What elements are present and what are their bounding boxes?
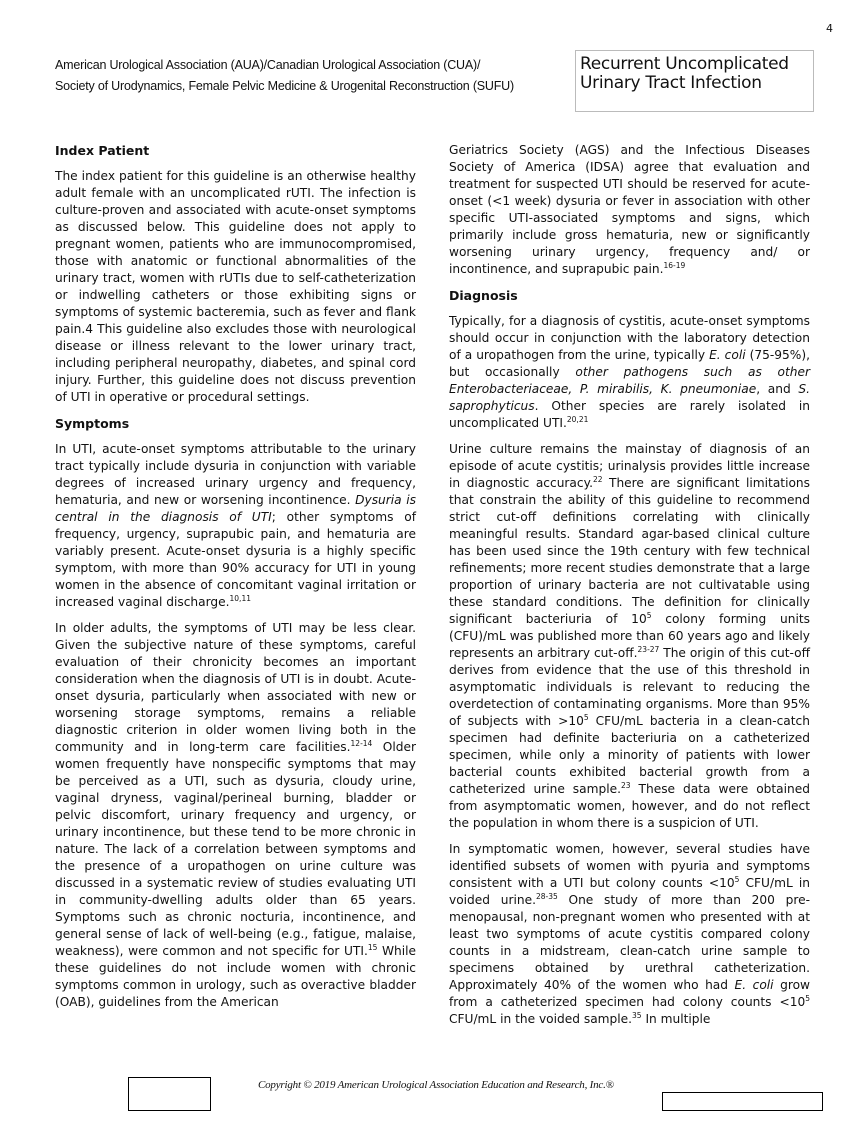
page-number: 4 [826, 22, 833, 35]
title-line-1: Recurrent Uncomplicated [580, 54, 789, 74]
text-run: grow from a catheterized specimen had colony counts <10 [449, 978, 811, 1009]
italic-text: Dysuria is central in the diagnosis of UTI [55, 493, 416, 524]
text-run: Typically, for a diagnosis of cystitis, acute-onset symptoms should occur in conjunction with the laboratory detection of a uropathogen from the urine, typically [449, 314, 810, 362]
paragraph [449, 441, 810, 832]
italic-text: E. coli [709, 348, 746, 362]
text-run: There are significant limitations that constrain the ability of this guideline to recommend strict cut-off definitions correlating with clinically meaningful results. Standard agar-based clinical culture has been used since the 19th century with few technical refinements; more recent studies demonstrate that a large proportion of urinary bacteria are not cultivatable using these standard conditions. The definition for clinically significant bacteriuria of 10 [449, 476, 810, 626]
text-run: CFU/mL bacteria in a clean-catch specimen had definite bacteriuria on a catheterized specimen, while only a minority of patients with lower bacterial counts exhibited bacterial growth from a catheterized urine sample. [449, 714, 810, 796]
text-run: One study of more than 200 pre-menopausal, non-pregnant women who presented with at least two symptoms of acute cystitis compared colony counts in a midstream, clean-catch urine sample to specimens obtained by urethral catheterization. Approximately 40% of the women who had [449, 893, 811, 992]
citation-superscript: 12-14 [350, 739, 373, 748]
paragraph [55, 441, 416, 611]
text-run: , and [756, 382, 799, 396]
citation-superscript: 23 [621, 781, 631, 790]
paragraph [449, 142, 810, 278]
italic-text: other pathogens such as other Enterobacteriaceae, P. mirabilis, K. pneumoniae [449, 365, 810, 396]
italic-text: E. coli [734, 978, 774, 992]
footer-box-right [662, 1092, 823, 1111]
text-run: In UTI, acute-onset symptoms attributable to the urinary tract typically include dysuria in conjunction with variable degrees of increased urinary urgency and frequency, hematuria, and new or worsening incontinence. [55, 442, 416, 507]
citation-superscript: 35 [632, 1011, 642, 1020]
paragraph [449, 313, 810, 432]
italic-text: S. saprophyticus [449, 382, 810, 413]
text-run: In symptomatic women, however, several studies have identified subsets of women with pyuria and symptoms consistent with a UTI but colony counts <10 [449, 842, 810, 890]
section-heading: Symptoms [55, 416, 130, 431]
paragraph [449, 841, 810, 1028]
text-run: The origin of this cut-off derives from evidence that the use of this threshold in asymptomatic individuals is relevant to reducing the overdetection of contaminating organisms. More than 95% of subjects with >10 [449, 646, 810, 728]
citation-superscript: 5 [583, 713, 589, 722]
citation-superscript: 16-19 [663, 261, 686, 270]
left-column [55, 142, 416, 1020]
org-line-2: Society of Urodynamics, Female Pelvic Medicine & Urogenital Reconstruction (SUFU) [55, 79, 514, 93]
paragraph [55, 620, 416, 1011]
text-run: Geriatrics Society (AGS) and the Infectious Diseases Society of America (IDSA) agree that evaluation and treatment for suspected UTI should be reserved for acute-onset (<1 week) dysuria or fever in association with other specific UTI-associated symptoms and signs, which primarily include gross hematuria, new or significantly worsening urinary urgency, frequency and/ or incontinence, and suprapubic pain. [449, 143, 810, 276]
citation-superscript: 5 [646, 611, 652, 620]
citation-superscript: 23-27 [637, 645, 660, 654]
text-run: colony forming units (CFU)/mL was published more than 60 years ago and likely represents an arbitrary cut-off. [449, 612, 810, 660]
text-run: (75-95%), but occasionally [449, 348, 810, 379]
section-heading: Index Patient [55, 143, 150, 158]
citation-superscript: 15 [367, 943, 378, 952]
citation-superscript: 28-35 [535, 892, 558, 901]
text-run: These data were obtained from asymptomatic women, however, and do not reflect the population in whom there is a suspicion of UTI. [449, 782, 810, 830]
citation-superscript: 5 [734, 875, 740, 884]
footer-box-left [128, 1077, 211, 1111]
section-heading: Diagnosis [449, 288, 518, 303]
citation-superscript: 20,21 [566, 415, 589, 424]
copyright-notice: Copyright © 2019 American Urological Association Education and Research, Inc.® [258, 1079, 614, 1091]
text-run: Older women frequently have nonspecific symptoms that may be perceived as a UTI, such as dysuria, cloudy urine, vaginal dryness, vaginal/perineal burning, bladder or pelvic discomfort, urinary frequency and urgency, or urinary incontinence, but these tend to be more chronic in nature. The lack of a correlation between symptoms and the presence of a uropathogen on urine culture was discussed in a systematic review of studies evaluating UTI in community-dwelling adults older than 65 years. Symptoms such as chronic nocturia, incontinence, and general sense of lack of well-being (e.g., fatigue, malaise, weakness), were common and not specific for UTI. [55, 740, 416, 958]
text-run: In older adults, the symptoms of UTI may be less clear. Given the subjective nature of these symptoms, careful evaluation of their chronicity becomes an important consideration when the diagnosis of UTI is in doubt. Acute-onset dysuria, particularly when associated with new or worsening storage symptoms, remains a reliable diagnostic criterion in older women living both in the community and in long-term care facilities. [55, 621, 416, 754]
text-run: ; other symptoms of frequency, urgency, suprapubic pain, and hematuria are variably present. Acute-onset dysuria is a highly specific symptom, with more than 90% accuracy for UTI in young women in the absence of concomitant vaginal irritation or increased vaginal discharge. [55, 510, 416, 609]
citation-superscript: 5 [805, 994, 810, 1003]
paragraph [55, 168, 416, 406]
text-run: In multiple [641, 1012, 711, 1026]
text-run: The index patient for this guideline is an otherwise healthy adult female with an uncomplicated rUTI. The infection is culture-proven and associated with acute-onset symptoms as discussed below. This guideline does not apply to pregnant women, patients who are immunocompromised, those with anatomic or functional abnormalities of the urinary tract, women with rUTIs due to self-catheterization or indwelling catheters or those exhibiting signs or symptoms of systemic bacteremia, such as fever and flank pain.4 This guideline also excludes those with neurological disease or illness relevant to the lower urinary tract, including peripheral neuropathy, diabetes, and spinal cord injury. Further, this guideline does not discuss prevention of UTI in operative or procedural settings. [55, 169, 416, 404]
text-run: Urine culture remains the mainstay of diagnosis of an episode of acute cystitis; urinalysis provides little increase in diagnostic accuracy. [449, 442, 810, 490]
text-run: CFU/mL in the voided sample. [449, 1012, 633, 1026]
org-line-1: American Urological Association (AUA)/Canadian Urological Association (CUA)/ [55, 58, 481, 72]
text-run: CFU/mL in voided urine. [449, 876, 810, 907]
citation-superscript: 22 [592, 475, 603, 484]
organization-header [55, 55, 514, 97]
text-run: While these guidelines do not include women with chronic symptoms common in urology, such as overactive bladder (OAB), guidelines from the American [55, 944, 417, 1009]
title-line-2: Urinary Tract Infection [580, 73, 762, 93]
citation-superscript: 10,11 [229, 594, 251, 603]
text-run: . Other species are rarely isolated in uncomplicated UTI. [449, 399, 810, 430]
right-column [449, 142, 810, 1037]
document-title-box [575, 50, 814, 112]
